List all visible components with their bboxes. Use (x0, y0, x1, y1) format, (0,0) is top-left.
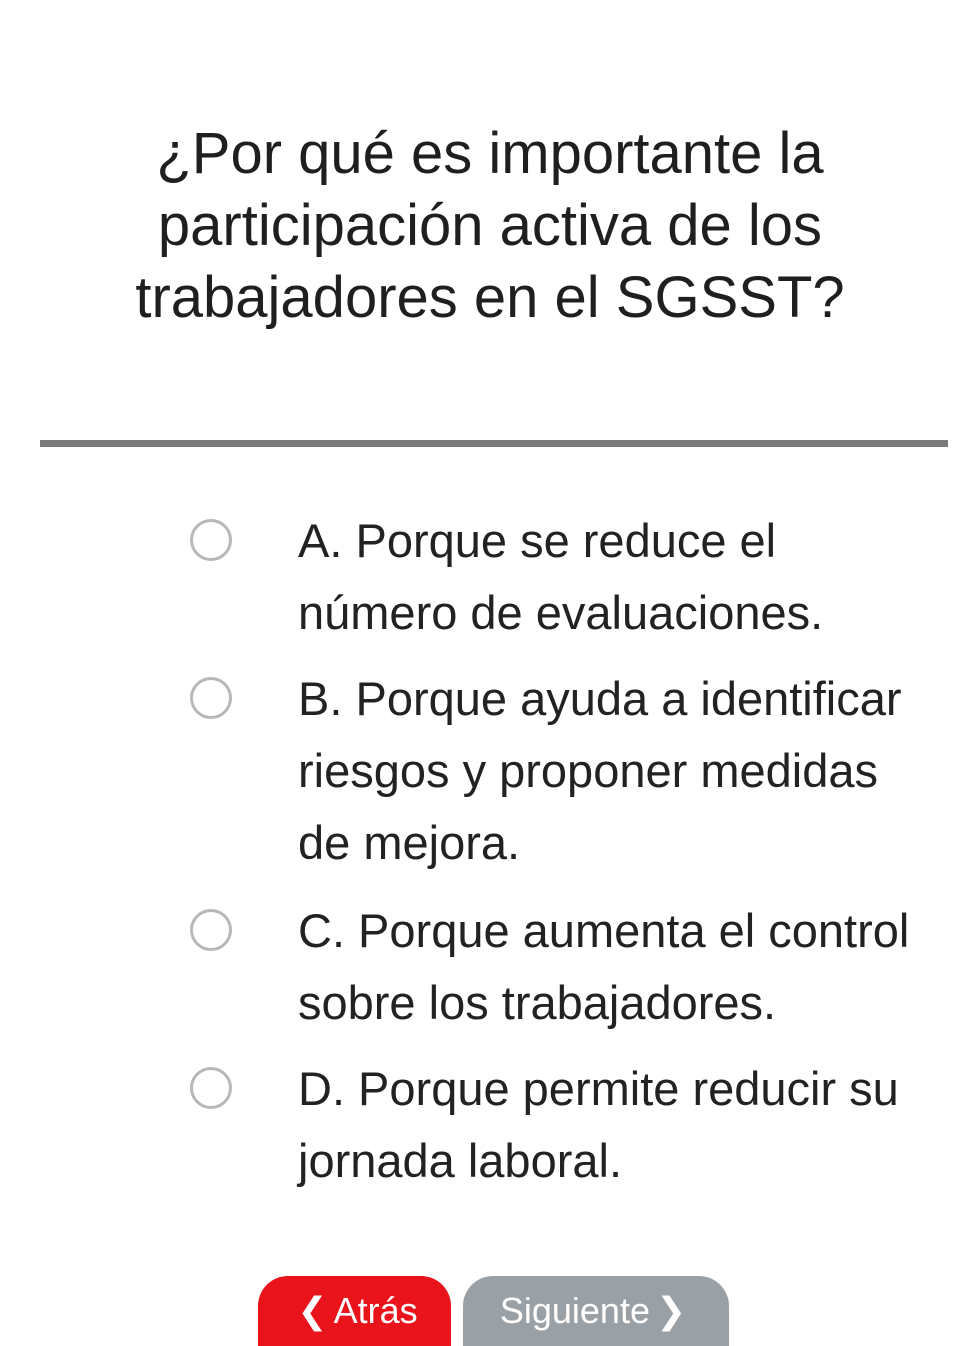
radio-button-b[interactable] (190, 677, 232, 719)
back-button-label: Atrás (333, 1290, 418, 1331)
radio-button-d[interactable] (190, 1067, 232, 1109)
option-d-label: D. Porque permite reducir su jornada laboral. (298, 1062, 899, 1187)
option-b-label: B. Porque ayuda a identificar riesgos y proponer medidas de mejora. (298, 672, 902, 869)
next-button-label: Siguiente (499, 1290, 650, 1331)
chevron-right-icon: ❯ (655, 1290, 687, 1331)
option-a-label: A. Porque se reduce el número de evaluaciones. (298, 514, 824, 639)
back-button[interactable] (258, 1276, 451, 1346)
radio-button-a[interactable] (190, 519, 232, 561)
question-text: ¿Por qué es importante la participación activa de los trabajadores en el SGSST? (135, 121, 845, 330)
option-c-label: C. Porque aumenta el control sobre los trabajadores. (298, 904, 910, 1029)
next-button[interactable] (463, 1276, 729, 1346)
chevron-left-icon: ❮ (297, 1290, 328, 1331)
radio-button-c[interactable] (190, 909, 232, 951)
